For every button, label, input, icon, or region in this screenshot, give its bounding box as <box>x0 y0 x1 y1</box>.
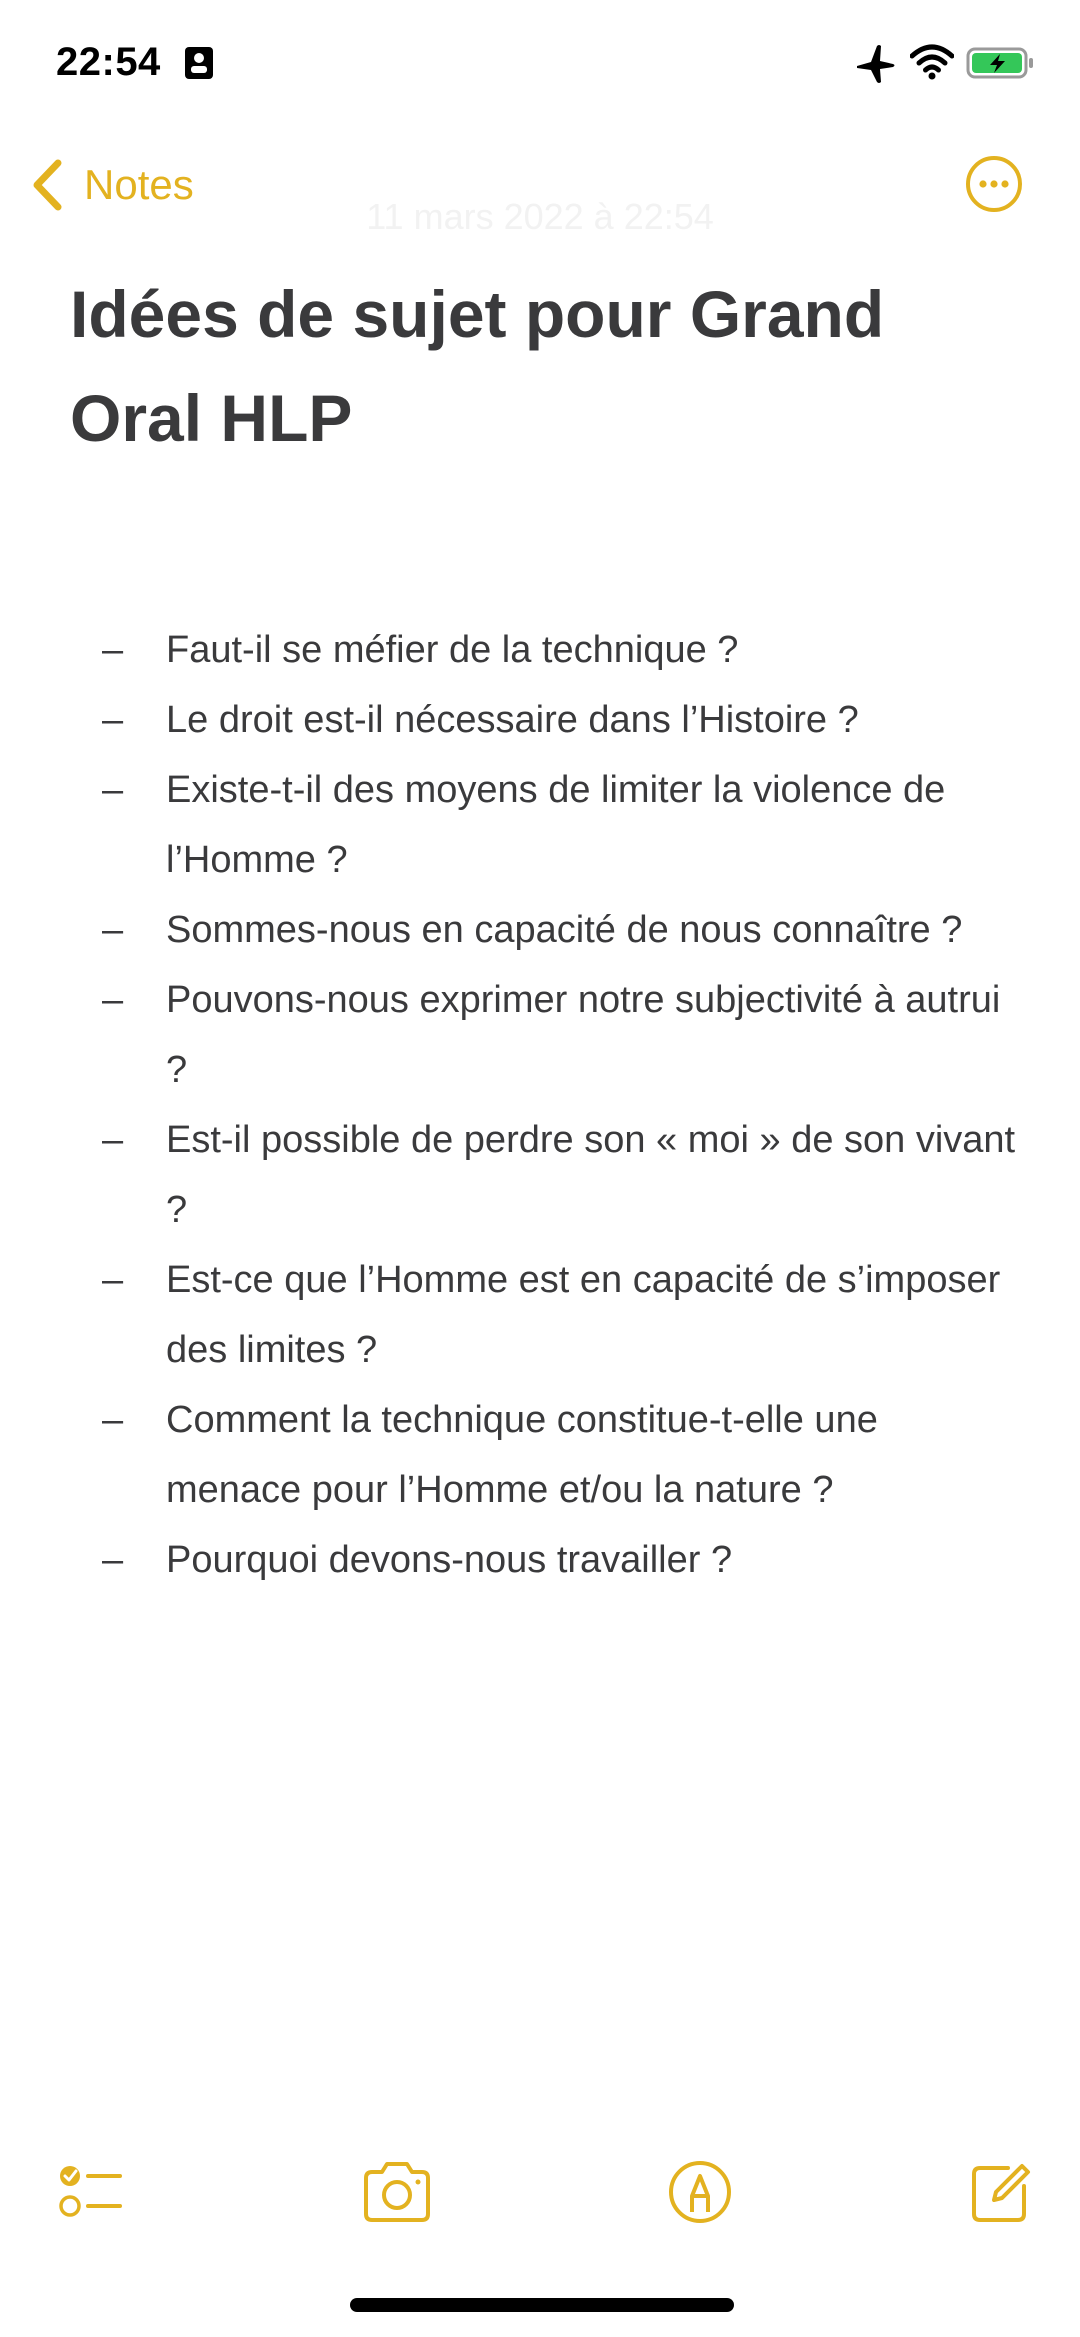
list-item-text: Faut-il se méfier de la technique ? <box>166 629 739 671</box>
list-item-text: Comment la technique constitue-t-elle une menace pour l’Homme et/ou la nature ? <box>166 1399 878 1511</box>
markup-pen-icon[interactable] <box>664 2156 736 2228</box>
note-title[interactable]: Idées de sujet pour Grand Oral HLP <box>70 277 885 455</box>
list-item-text: Pourquoi devons-nous travailler ? <box>166 1539 733 1581</box>
list-bullet: – <box>102 629 124 671</box>
list-bullet: – <box>102 1259 124 1301</box>
list-item[interactable] <box>0 685 1080 755</box>
list-item-text: Est-ce que l’Homme est en capacité de s’imposer des limites ? <box>166 1259 1001 1371</box>
list-bullet: – <box>102 979 124 1021</box>
battery-charging-icon <box>966 46 1036 80</box>
checklist-icon[interactable] <box>54 2156 126 2228</box>
compose-icon[interactable] <box>964 2156 1036 2228</box>
ellipsis-circle-icon[interactable] <box>964 154 1024 214</box>
home-indicator[interactable] <box>350 2298 734 2312</box>
list-bullet: – <box>102 1539 124 1581</box>
list-item[interactable] <box>0 965 1080 1105</box>
list-item[interactable] <box>0 615 1080 685</box>
list-item[interactable] <box>0 755 1080 895</box>
list-item[interactable] <box>0 1385 1080 1525</box>
list-bullet: – <box>102 769 124 811</box>
list-item[interactable] <box>0 895 1080 965</box>
status-time: 22:54 <box>56 40 161 84</box>
list-item-text: Est-il possible de perdre son « moi » de son vivant ? <box>166 1119 1016 1231</box>
airplane-icon <box>853 44 897 84</box>
list-bullet: – <box>102 699 124 741</box>
list-item-text: Le droit est-il nécessaire dans l’Histoire ? <box>166 699 859 741</box>
list-item-text: Sommes-nous en capacité de nous connaître ? <box>166 909 963 951</box>
list-bullet: – <box>102 909 124 951</box>
wifi-icon <box>910 44 954 80</box>
note-date: 11 mars 2022 à 22:54 <box>366 196 714 237</box>
back-button-label: Notes <box>84 161 194 208</box>
id-card-icon <box>184 46 214 80</box>
status-bar <box>0 0 1080 130</box>
camera-icon[interactable] <box>360 2156 434 2228</box>
list-item[interactable] <box>0 1525 1080 1595</box>
note-list[interactable] <box>0 615 1080 1595</box>
list-item-text: Existe-t-il des moyens de limiter la violence de l’Homme ? <box>166 769 946 881</box>
list-item-text: Pouvons-nous exprimer notre subjectivité à autrui ? <box>166 979 1001 1091</box>
list-item[interactable] <box>0 1245 1080 1385</box>
list-bullet: – <box>102 1119 124 1161</box>
list-item[interactable] <box>0 1105 1080 1245</box>
list-bullet: – <box>102 1399 124 1441</box>
